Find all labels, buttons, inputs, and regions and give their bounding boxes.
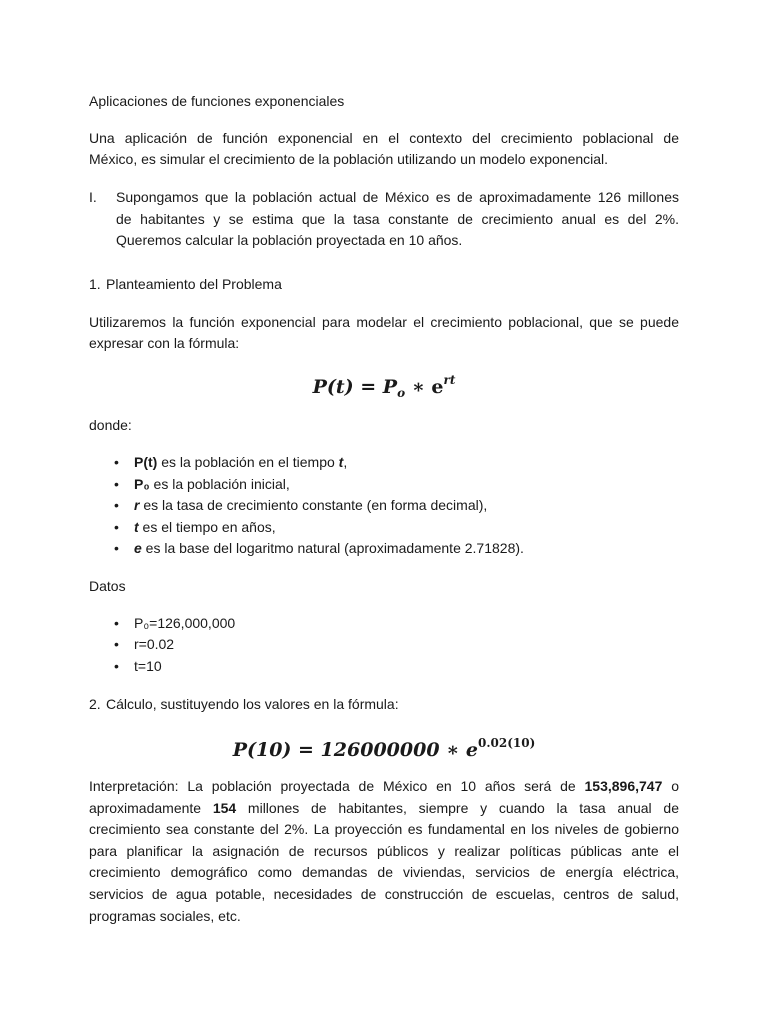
bullet-icon: • bbox=[114, 476, 119, 492]
definition-desc: es la tasa de crecimiento constante (en forma decimal), bbox=[139, 497, 488, 513]
section-i-line-2: de habitantes y se estima que la tasa constante de crecimiento anual es del 2%. bbox=[116, 211, 679, 227]
definition-tail: , bbox=[343, 454, 348, 470]
interpretation-line-6: servicios de agua potable, necesidades de construcción de escuelas, centros de salud, bbox=[89, 886, 679, 902]
formula-substituted bbox=[89, 733, 679, 762]
datos-heading: Datos bbox=[89, 578, 126, 594]
section-i-line-1: Supongamos que la población actual de México es de aproximadamente 126 millones bbox=[116, 189, 679, 205]
definition-term: r bbox=[134, 497, 140, 513]
definition-desc: es la población en el tiempo bbox=[157, 454, 339, 470]
formula-2-exponent: 0.02(10) bbox=[478, 736, 536, 750]
definition-term: P(t) bbox=[134, 454, 158, 470]
bullet-icon: • bbox=[114, 497, 119, 513]
bullet-icon: • bbox=[114, 658, 119, 674]
definition-desc: es la población inicial, bbox=[149, 476, 290, 492]
formula-exponential-model bbox=[89, 370, 679, 405]
intro-line-2: México, es simular el crecimiento de la población utilizando un modelo exponencial. bbox=[89, 151, 609, 167]
section-i-line-3: Queremos calcular la población proyectada en 10 años. bbox=[116, 232, 463, 248]
interpretation-text: o bbox=[662, 778, 679, 794]
projected-population-value: 153,896,747 bbox=[584, 778, 663, 794]
step-1-text-line-2: expresar con la fórmula: bbox=[89, 335, 240, 351]
interpretation-text: aproximadamente bbox=[89, 800, 213, 816]
step-2-title: Cálculo, sustituyendo los valores en la fórmula: bbox=[106, 696, 399, 712]
formula-1-subscript: o bbox=[397, 386, 406, 400]
definition-desc: es el tiempo en años, bbox=[138, 519, 276, 535]
definition-text bbox=[134, 474, 290, 496]
intro-line-1: Una aplicación de función exponencial en el contexto del crecimiento poblacional de bbox=[89, 130, 679, 146]
interpretation-line-7: programas sociales, etc. bbox=[89, 908, 241, 924]
formula-2-lhs: P(10) = 126000000 ∗ e bbox=[232, 739, 478, 761]
definition-term: e bbox=[134, 540, 142, 556]
datos-value: t=10 bbox=[134, 658, 162, 674]
interpretation-line-2 bbox=[89, 798, 679, 820]
interpretation-line-4: para planificar la asignación de recursos públicos y realizar políticas públicas ante el bbox=[89, 843, 679, 859]
step-2-number: 2. bbox=[89, 696, 101, 712]
definition-text bbox=[134, 452, 347, 474]
datos-value: P₀=126,000,000 bbox=[134, 615, 236, 631]
interpretation-line-1 bbox=[89, 776, 679, 798]
formula-1-mid: ∗ e bbox=[405, 376, 444, 398]
step-1-title: Planteamiento del Problema bbox=[106, 276, 282, 292]
bullet-icon: • bbox=[114, 454, 119, 470]
definition-term: t bbox=[134, 519, 139, 535]
document-title: Aplicaciones de funciones exponenciales bbox=[89, 93, 345, 109]
bullet-icon: • bbox=[114, 540, 119, 556]
definition-text bbox=[134, 495, 487, 517]
definition-text bbox=[134, 517, 276, 539]
bullet-icon: • bbox=[114, 615, 119, 631]
interpretation-text: millones de habitantes, siempre y cuando la tasa anual de bbox=[236, 800, 679, 816]
definition-text bbox=[134, 538, 524, 560]
interpretation-line-3: crecimiento sea constante del 2%. La proyección es fundamental en los niveles de gobierno bbox=[89, 821, 679, 837]
donde-label: donde: bbox=[89, 417, 132, 433]
formula-1-exponent: rt bbox=[443, 373, 456, 387]
definition-tail-term: t bbox=[338, 454, 344, 470]
definition-term: P₀ bbox=[134, 476, 150, 492]
interpretation-text: Interpretación: La población proyectada de México en 10 años será de bbox=[89, 778, 585, 794]
step-1-text-line-1: Utilizaremos la función exponencial para modelar el crecimiento poblacional, que se puede bbox=[89, 314, 679, 330]
section-i-marker: I. bbox=[89, 189, 97, 205]
datos-value: r=0.02 bbox=[134, 636, 175, 652]
projected-millions-value: 154 bbox=[212, 800, 237, 816]
bullet-icon: • bbox=[114, 636, 119, 652]
definition-desc: es la base del logaritmo natural (aproximadamente 2.71828). bbox=[141, 540, 524, 556]
formula-1-lhs: P(t) = P bbox=[312, 376, 398, 398]
step-1-number: 1. bbox=[89, 276, 101, 292]
bullet-icon: • bbox=[114, 519, 119, 535]
interpretation-line-5: crecimiento demográfico como demandas de viviendas, servicios de energía eléctrica, bbox=[89, 864, 679, 880]
